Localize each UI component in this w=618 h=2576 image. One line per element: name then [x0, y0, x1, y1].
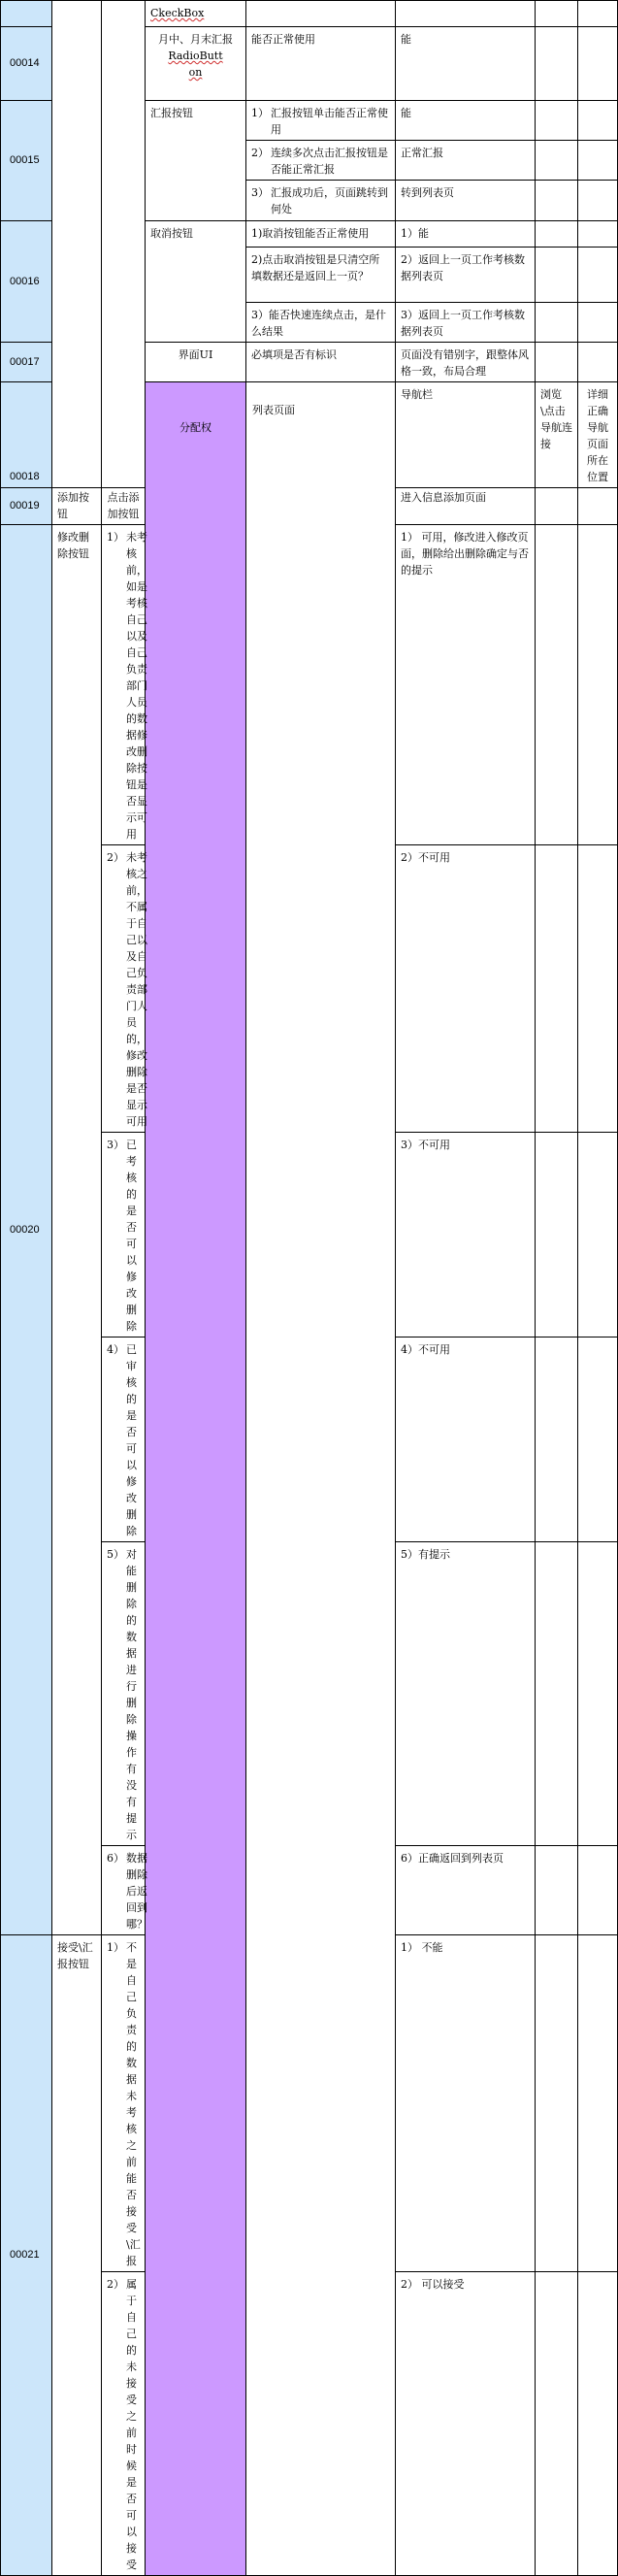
result-cell: 转到列表页: [396, 181, 536, 221]
result-cell: 页面没有错别字，跟整体风格一致，布局合理: [396, 343, 536, 382]
result-cell: 详细正确导航页面所在位置: [578, 382, 618, 488]
case-id: 00018: [1, 382, 52, 488]
result-cell: 2） 可以接受: [396, 2272, 536, 2576]
result-cell: 3）不可用: [396, 1133, 536, 1338]
result-cell: 3）返回上一页工作考核数据列表页: [396, 303, 536, 343]
result-cell: 2）不可用: [396, 845, 536, 1133]
table-row: [1, 1, 618, 27]
result-cell: 能: [396, 101, 536, 141]
check-cell: 2） 属于自己的未接受之前时候是否可以接受: [102, 2272, 146, 2576]
case-id: 00019: [1, 488, 52, 525]
result-cell: 1） 可用，修改进入修改页面，删除给出删除确定与否的提示: [396, 525, 536, 845]
check-cell: 1） 未考核前，如是考核自己以及自己负责部门人员的数据修改删除按钮是否显示可用: [102, 525, 146, 845]
item-cell: 添加按钮: [52, 488, 102, 525]
check-cell: 4） 已审核的是否可以修改删除: [102, 1338, 146, 1542]
case-id: 00020: [1, 525, 52, 1935]
check-cell: 6） 数据删除后返回到哪？: [102, 1846, 146, 1935]
result-cell: 1） 不能: [396, 1935, 536, 2272]
check-cell: 必填项是否有标识: [246, 343, 396, 382]
result-cell: 1）能: [396, 221, 536, 248]
check-cell: 浏览\点击导航连接: [536, 382, 578, 488]
check-cell: 1)取消按钮能否正常使用: [246, 221, 396, 248]
check-cell: 3）能否快速连续点击，是什么结果: [246, 303, 396, 343]
check-cell: 点击添加按钮: [102, 488, 146, 525]
check-cell: 能否正常使用: [246, 27, 396, 101]
case-id: 00017: [1, 343, 52, 382]
case-id: 00014: [1, 27, 52, 101]
result-cell: 6）正确返回到列表页: [396, 1846, 536, 1935]
check-cell: 3） 已考核的是否可以修改删除: [102, 1133, 146, 1338]
item-cell: 接受\汇报按钮: [52, 1935, 102, 2576]
item-cell: 界面UI: [146, 343, 246, 382]
case-id: 00021: [1, 1935, 52, 2576]
item-cell: 月中、月末汇报 RadioButt on: [146, 27, 246, 101]
check-cell: 1） 汇报按钮单击能否正常使用: [246, 101, 396, 141]
result-cell: 进入信息添加页面: [396, 488, 536, 525]
check-cell: 5） 对能删除的数据进行删除操作有没有提示: [102, 1542, 146, 1846]
permission-cell: 分配权: [146, 382, 246, 2576]
check-cell: 2） 未考核之前，不属于自己以及自己负责部门人员的，修改删除是否显示可用: [102, 845, 146, 1133]
case-id: 00015: [1, 101, 52, 221]
check-cell: 2)点击取消按钮是只清空所填数据还是返回上一页？: [246, 248, 396, 303]
check-cell: 3） 汇报成功后，页面跳转到何处: [246, 181, 396, 221]
item-cell: 修改删除按钮: [52, 525, 102, 1935]
item-cell: 导航栏: [396, 382, 536, 488]
result-cell: 4）不可用: [396, 1338, 536, 1542]
result-cell: 能: [396, 27, 536, 101]
result-cell: 2）返回上一页工作考核数据列表页: [396, 248, 536, 303]
item-cell: 汇报按钮: [146, 101, 246, 221]
item-cell: CkeckBox: [150, 7, 205, 19]
result-cell: 5）有提示: [396, 1542, 536, 1846]
page-cell: 列表页面: [246, 382, 396, 2576]
check-cell: 1） 不是自己负责的数据未考核之前能否接受\汇报: [102, 1935, 146, 2272]
case-id: 00016: [1, 221, 52, 343]
item-cell: 取消按钮: [146, 221, 246, 343]
result-cell: 正常汇报: [396, 141, 536, 181]
check-cell: 2） 连续多次点击汇报按钮是否能正常汇报: [246, 141, 396, 181]
